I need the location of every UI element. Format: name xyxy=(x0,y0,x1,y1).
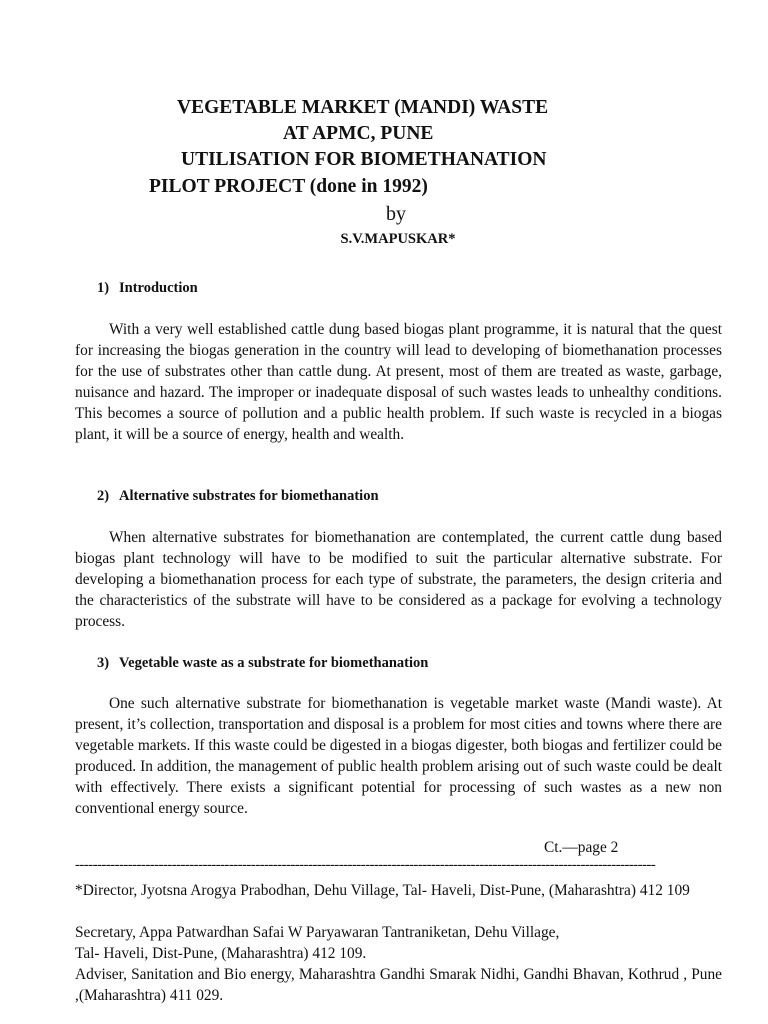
continuation-note: Ct.—page 2 xyxy=(544,839,619,856)
section-3-heading xyxy=(97,653,428,673)
title-line-3: UTILISATION FOR BIOMETHANATION xyxy=(181,149,547,170)
section-3-title: Vegetable waste as a substrate for biomethanation xyxy=(119,655,429,671)
section-1-heading xyxy=(97,278,198,298)
footnote-secretary-address: Tal- Haveli, Dist-Pune, (Maharashtra) 412 109. xyxy=(75,945,367,962)
section-2-paragraph: When alternative substrates for biomethanation are contemplated, the current cattle dung based biogas plant technology will have to be modified to suit the particular alternative substrate. For developing a biomethanation process for each type of substrate, the parameters, the design criteria and the characteristics of the substrate will have to be considered as a package for evolving a technology process. xyxy=(75,529,722,630)
section-3-paragraph: One such alternative substrate for biomethanation is vegetable market waste (Mandi waste). At present, it’s collection, transportation and disposal is a problem for most cities and towns where there are vegetable markets. If this waste could be digested in a biogas digester, both biogas and fertilizer could be produced. In addition, the management of public health problem arising out of such waste could be dealt with effectively. There exists a significant potential for processing of such wastes as a new non conventional energy source. xyxy=(75,695,722,817)
section-2-title: Alternative substrates for biomethanation xyxy=(119,488,379,504)
section-1-number: 1) xyxy=(97,280,110,296)
title-line-2: AT APMC, PUNE xyxy=(283,123,434,144)
section-1-title: Introduction xyxy=(119,280,198,296)
author-name: S.V.MAPUSKAR* xyxy=(340,231,456,247)
title-line-1: VEGETABLE MARKET (MANDI) WASTE xyxy=(177,97,549,118)
footnote-secretary: Secretary, Appa Patwardhan Safai W Paryawaran Tantraniketan, Dehu Village, xyxy=(75,924,560,941)
section-2-number: 2) xyxy=(97,488,110,504)
section-3-number: 3) xyxy=(97,655,110,671)
title-line-4: PILOT PROJECT (done in 1992) xyxy=(149,176,428,197)
footnote-separator: ------------------------------------------------------------------------------------------------------------------------------------ xyxy=(75,857,656,873)
section-1-paragraph: With a very well established cattle dung based biogas plant programme, it is natural that the quest for increasing the biogas generation in the country will lead to developing of biomethanation processes for the use of substrates other than cattle dung. At present, most of them are treated as waste, garbage, nuisance and hazard. The improper or inadequate disposal of such wastes leads to unhealthy conditions. This becomes a source of pollution and a public health problem. If such waste is recycled in a biogas plant, it will be a source of energy, health and wealth. xyxy=(75,321,722,443)
by-line: by xyxy=(386,203,406,225)
section-2-heading xyxy=(97,486,379,506)
footnote-adviser: Adviser, Sanitation and Bio energy, Maharashtra Gandhi Smarak Nidhi, Gandhi Bhavan, Kothrud , Pune ,(Maharashtra) 411 029. xyxy=(75,966,722,1004)
footnote-director: *Director, Jyotsna Arogya Prabodhan, Dehu Village, Tal- Haveli, Dist-Pune, (Maharashtra) 412 109 xyxy=(75,882,690,899)
